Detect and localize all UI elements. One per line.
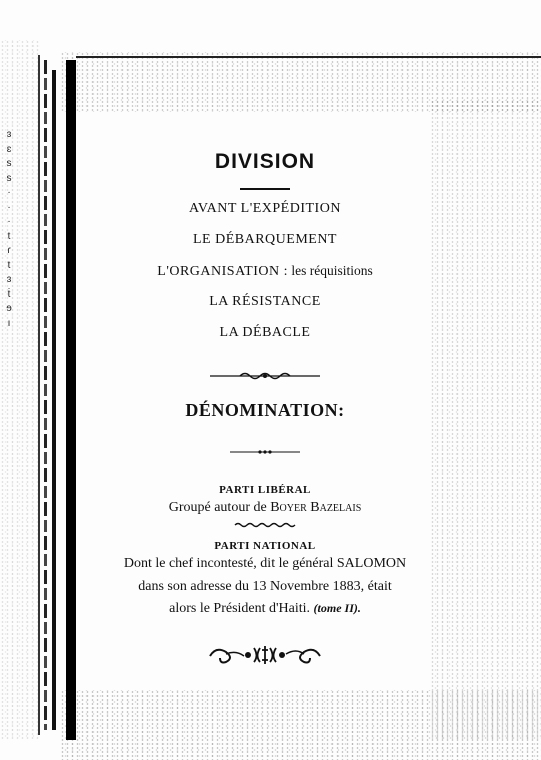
section-resistance: LA RÉSISTANCE [209, 294, 321, 309]
section-organisation-label: L'ORGANISATION : [157, 264, 288, 279]
parti-liberal-description [90, 500, 440, 516]
page-title: DIVISION [214, 150, 316, 173]
binding-edge-line [38, 55, 40, 735]
title-rule [240, 188, 290, 190]
parti-national-line-3-text: alors le Président d'Haiti. [169, 601, 311, 616]
fragment-char: ṫ [7, 288, 11, 300]
parti-liberal-leader: Boyer Bazelais [270, 500, 362, 515]
fragment-char: s [6, 172, 12, 184]
section-debarquement: LE DÉBARQUEMENT [193, 232, 337, 247]
fragment-char: ɛ [6, 143, 12, 155]
wavy-rule-icon [230, 522, 300, 528]
fragment-char: · [7, 201, 11, 213]
section-organisation [90, 263, 440, 280]
fragment-char: ı [7, 317, 11, 329]
fleuron-ornament-icon [202, 642, 328, 668]
fragment-char: ɘ [6, 303, 12, 314]
scan-noise-right [430, 100, 541, 740]
scan-noise-bottom [60, 690, 541, 760]
section-avant-expedition: AVANT L'EXPÉDITION [189, 201, 341, 216]
fragment-char: t [7, 259, 11, 271]
dot-rule-icon [230, 448, 300, 456]
fragment-char: s [6, 158, 12, 169]
previous-page-fragment [2, 128, 16, 331]
parti-liberal-prefix: Groupé autour de [168, 500, 271, 515]
section-debacle: LA DÉBACLE [219, 325, 311, 340]
page-top-edge [76, 56, 541, 58]
fragment-char: · [7, 216, 11, 227]
section-organisation-suffix: les réquisitions [287, 263, 373, 278]
fragment-char: ɜ [6, 129, 12, 140]
binding-edge-shadow [52, 70, 56, 730]
fragment-char: ɜ [6, 274, 12, 285]
parti-national-line-1: Dont le chef incontesté, dit le général SALOMON [123, 556, 407, 571]
tome-reference: (tome II). [313, 601, 361, 615]
fragment-char: · [7, 187, 11, 198]
divider-ornament-icon [210, 371, 320, 381]
binding-edge-dark [66, 60, 76, 740]
parti-national-line-3 [80, 601, 450, 617]
fragment-char: ɾ [7, 245, 11, 256]
parti-national-line-2: dans son adresse du 13 Novembre 1883, était [138, 579, 392, 594]
denomination-heading: DÉNOMINATION: [185, 400, 345, 420]
parti-liberal-label: PARTI LIBÉRAL [219, 484, 311, 496]
fragment-char: t [7, 230, 11, 242]
parti-national-label: PARTI NATIONAL [214, 540, 316, 552]
binding-edge-stitching [44, 60, 47, 730]
